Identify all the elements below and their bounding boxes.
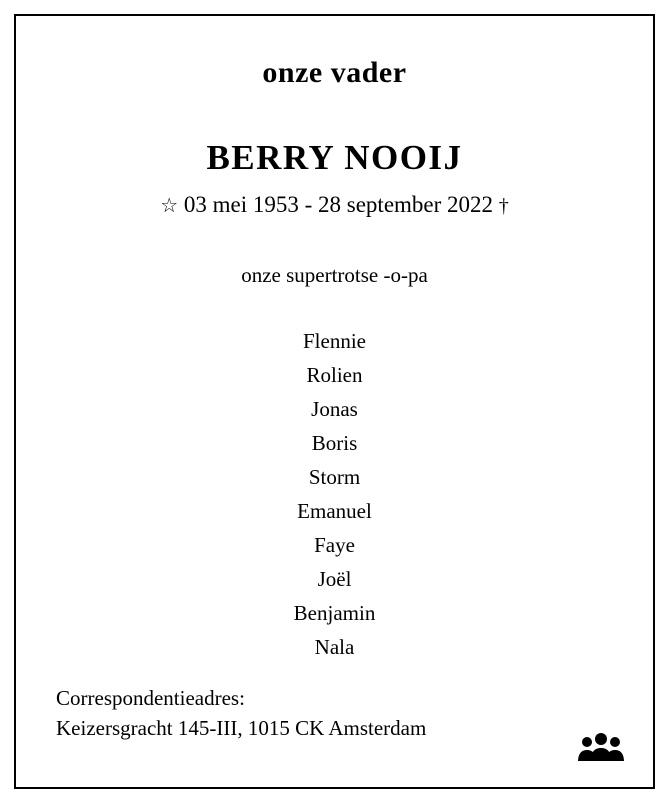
relation-heading: onze vader bbox=[262, 56, 407, 89]
deceased-name: BERRY NOOIJ bbox=[206, 138, 463, 177]
list-item: Storm bbox=[308, 465, 361, 489]
list-item: Emanuel bbox=[297, 499, 372, 523]
subtitle-text: onze supertrotse -o-pa bbox=[241, 263, 428, 287]
cross-icon: † bbox=[498, 195, 509, 217]
correspondence-address bbox=[56, 683, 426, 743]
list-item: Rolien bbox=[306, 363, 363, 387]
list-item: Joël bbox=[317, 567, 352, 591]
list-item: Benjamin bbox=[293, 601, 376, 625]
list-item: Nala bbox=[314, 635, 355, 659]
list-item: Jonas bbox=[311, 397, 358, 421]
star-icon: ☆ bbox=[160, 195, 179, 217]
survivors-list bbox=[38, 324, 631, 664]
family-group-icon bbox=[577, 729, 625, 765]
list-item: Flennie bbox=[303, 329, 366, 353]
obituary-content bbox=[18, 18, 651, 785]
dates-text: 03 mei 1953 - 28 september 2022 bbox=[183, 192, 494, 217]
list-item: Faye bbox=[314, 533, 355, 557]
address-value: Keizersgracht 145-III, 1015 CK Amsterdam bbox=[56, 716, 427, 740]
list-item: Boris bbox=[311, 431, 358, 455]
life-dates bbox=[38, 192, 631, 218]
address-label: Correspondentieadres: bbox=[56, 686, 245, 710]
